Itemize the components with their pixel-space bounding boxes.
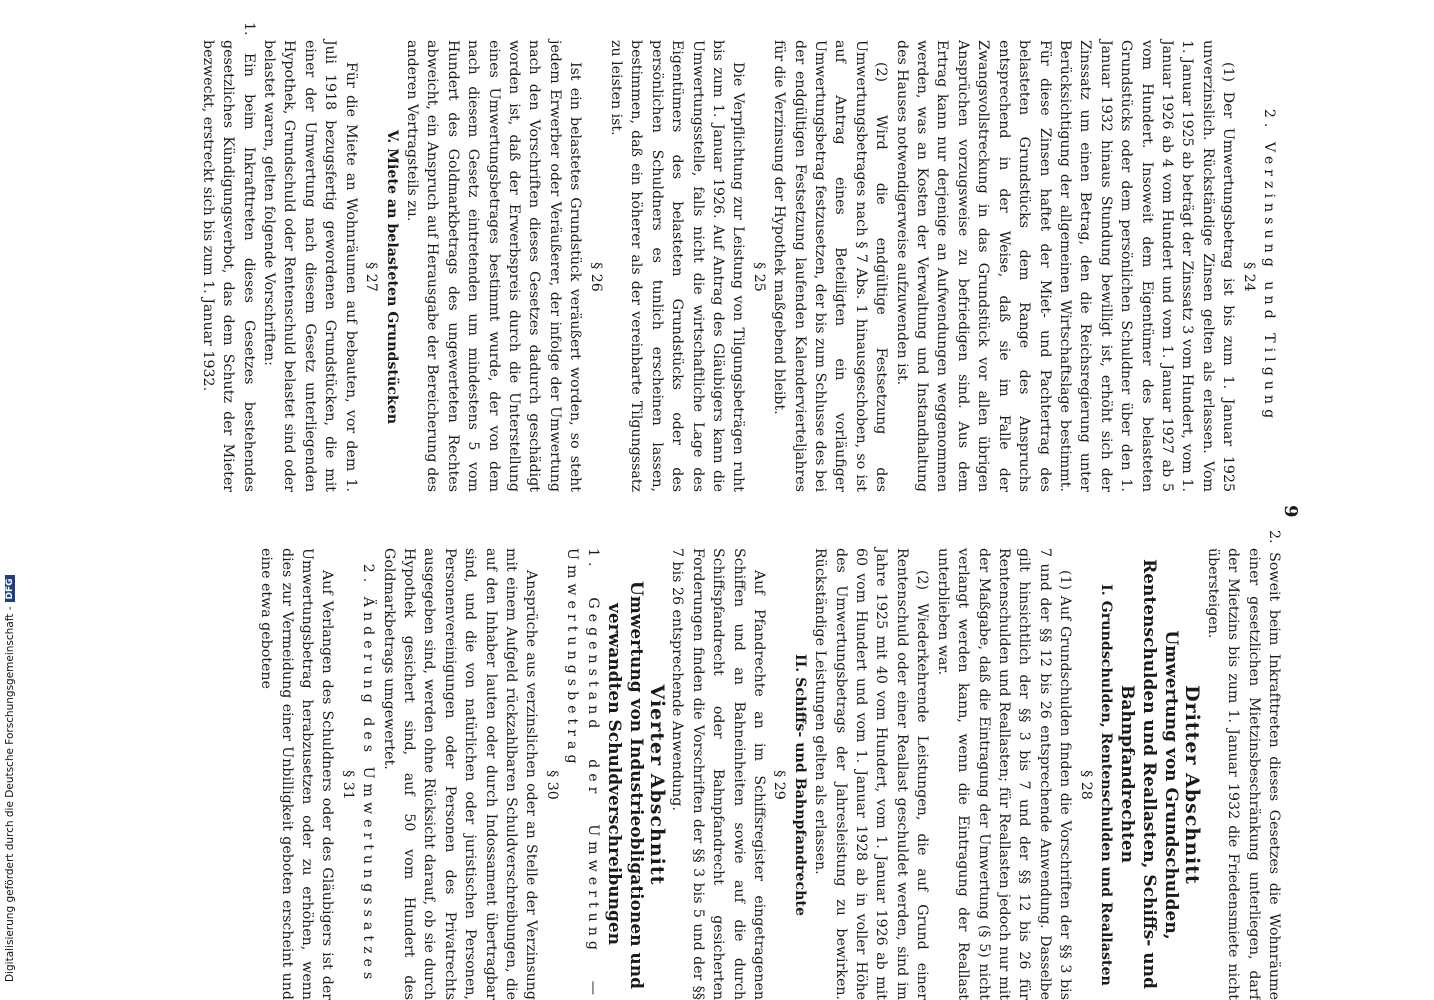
- section-30: § 30: [543, 770, 560, 800]
- abschnitt-4-heading: Vierter Abschnitt: [646, 684, 669, 886]
- section-27-item-1: 1. Ein beim Inkrafttreten dieses Gesetzes bestehendes gesetzliches Kündigungsverbot, das dem Schutz der Mieter bezweckt, erstreckt sich bis zum 1. Januar 1932.: [199, 22, 257, 492]
- section-27-item-2: 2. Soweit beim Inkrafttreten dieses Gesetzes die Wohnräume einer gesetzlichen Mietzinsbeschränkung unterliegen, darf der Mietzins bis zum 1. Januar 1932 die Friedensmiete nicht übersteigen.: [1204, 530, 1282, 1000]
- section-27: § 27: [363, 262, 380, 292]
- section-25-para: Die Verpflichtung zur Leistung von Tilgungsbeträgen ruht bis zum 1. Januar 1926. Auf Antrag des Gläubigers kann die Umwertungsstelle, falls nicht die wirtschaftliche Lage des Eigentümers des belasteten Grundstücks oder des persönlichen Schuldners es tunlich erscheinen lassen, bestimmen, daß ein höherer als der vereinbarte Tilgungssatz zu leisten ist.: [608, 40, 747, 492]
- section-24-para-2: (2) Wird die endgültige Festsetzung des Umwertungsbetrages nach § 7 Abs. 1 hinausgeschoben, so ist auf Antrag eines Beteiligten ein vorläufiger Umwertungsbetrag festzusetzen, der bis zum Schlusse des bei der endgültigen Festsetzung laufenden Kalendervierteljahres für die Verzinsung der Hypothek maßgebend bleibt.: [771, 40, 890, 492]
- section-27-para: Für die Miete an Wohnräumen auf bebauten, vor dem 1. Juli 1918 bezugsfertig gewordenen Grundstücken, die mit einer der Umwertung nach diesem Gesetz unterliegenden Hypothek, Grundschuld oder Rentenschuld belastet sind oder belastet waren, gelten folgende Vorschriften:: [261, 40, 359, 492]
- section-31: § 31: [339, 770, 356, 800]
- page-number: 9: [1280, 505, 1301, 518]
- subheading-grundschulden: I. Grundschulden, Rentenschulden und Reallasten: [1097, 584, 1114, 986]
- abschnitt-3-heading: Dritter Abschnitt: [1181, 685, 1204, 885]
- abschnitt-3-title: Umwertung von Grundschulden, Rentenschulden und Reallasten, Schiffs- und Bahnpfandrechten: [1116, 559, 1181, 989]
- section-26-para: Ist ein belastetes Grundstück veräußert worden, so steht jedem Erwerber oder Veräußerer, der infolge der Umwertung nach den Vorschriften dieses Gesetzes dadurch geschädigt worden ist, daß der Erwerbspreis durch die Unterstellung eines Umwertungsbetrages bestimmt wurde, der von dem nach diesem Gesetz eintretenden um mindestens 5 vom Hundert des Goldmarkbetrags des ungewerteten Rechtes abweicht, ein Anspruch auf Herausgabe der Bereicherung des anderen Vertragsteils zu.: [403, 40, 584, 492]
- section-25: § 25: [750, 262, 767, 292]
- footer-text: Digitalisierung gefördert durch die Deutsche Forschungsgemeinschaft -: [4, 606, 16, 982]
- section-29-para: Auf Pfandrechte an im Schiffsregister eingetragenen Schiffen und an Bahneinheiten sowie auf die durch Schiffspfandrecht oder Bahnpfandrecht gesicherten Forderungen finden die Vorschriften der §§ 3 bis 5 und der §§ 7 bis 26 entsprechende Anwendung.: [669, 548, 768, 1000]
- section-26: § 26: [587, 262, 604, 292]
- abschnitt-4-title: Umwertung von Industrieobligationen und verwandten Schuldverschreibungen: [603, 580, 646, 990]
- heading-miete: V. Miete an belasteten Grundstücken: [383, 129, 400, 425]
- section-31-para: Auf Verlangen des Schuldners oder des Gläubigers ist der Umwertungsbetrag herabzusetzen oder zu erhöhen, wenn dies zur Vermeidung einer Unbilligkeit geboten erscheint und eine etwa gebotene: [258, 548, 336, 1000]
- subheading-gegenstand: 1. Gegenstand der Umwertung — Umwertungsbetrag: [564, 548, 601, 1000]
- digitization-footer: [2, 578, 18, 994]
- right-column: [256, 530, 1284, 1000]
- left-column: [197, 22, 1279, 492]
- section-29: § 29: [771, 770, 788, 800]
- section-28: § 28: [1077, 770, 1094, 800]
- section-24: § 24: [1240, 262, 1257, 292]
- subheading-schiffspfandrechte: II. Schiffs- und Bahnpfandrechte: [791, 654, 808, 916]
- section-28-para-1: (1) Auf Grundschulden finden die Vorschriften der §§ 3 bis 7 und der §§ 12 bis 26 entsprechende Anwendung. Dasselbe gilt hinsichtlich der §§ 3 bis 7 und der §§ 12 bis 26 für Rentenschulden und Reallasten; für Reallasten jedoch nur mit der Maßgabe, daß die Eintragung der Umwertung (§ 5) nicht verlangt werden kann, wenn die Eintragung der Reallast unterblieben war.: [934, 548, 1074, 1000]
- heading-verzinsung: 2. Verzinsung und Tilgung: [1261, 108, 1277, 424]
- subheading-aenderung: 2. Änderung des Umwertungssatzes: [360, 563, 377, 985]
- section-24-para-1: (1) Der Umwertungsbetrag ist bis zum 1. Januar 1925 unverzinslich. Rückständige Zinsen gelten als erlassen. Vom 1. Januar 1925 ab beträgt der Zinssatz 3 vom Hundert, vom 1. Januar 1926 ab 4 vom Hundert und vom 1. Januar 1927 ab 5 vom Hundert. Insoweit dem Eigentümer des belasteten Grundstücks oder dem persönlichen Schuldner über den 1. Januar 1932 hinaus Stundung bewilligt ist, erhöht sich der Zinssatz um einen Betrag, den die Reichsregierung unter Berücksichtigung der allgemeinen Wirtschaftslage bestimmt. Für diese Zinsen haftet der Miet- und Pachtertrag des belasteten Grundstücks dem Range des Anspruchs entsprechend in der Weise, daß sie im Falle der Zwangsvollstreckung in das Grundstück vor allen übrigen Ansprüchen vorzugsweise zu befriedigen sind. Aus dem Ertrag kann nur derjenige an Aufwendungen weggenommen werden, was an Kosten der Verwaltung und Instandhaltung des Hauses notwendigerweise aufzuwenden ist.: [893, 40, 1237, 492]
- section-30-para: Ansprüche aus verzinslichen oder an Stelle der Verzinsung mit einem Aufgeld rückzahlbaren Schuldverschreibungen, die auf den Inhaber lauten oder durch Indossament übertragbar sind, und die von natürlichen oder juristischen Personen, Personenvereinigungen oder Personen des Privatrechts ausgegeben sind, werden ohne Rücksicht darauf, ob sie durch Hypothek gesichert sind, auf 50 vom Hundert des Goldmarkbetrags umgewertet.: [380, 548, 540, 1000]
- dfg-logo: DFG: [5, 575, 15, 602]
- section-28-para-2: (2) Wiederkehrende Leistungen, die auf Grund einer Rentenschuld oder einer Reallast geschuldet werden, sind im Jahre 1925 mit 40 vom Hundert, vom 1. Januar 1926 ab mit 60 vom Hundert und vom 1. Januar 1928 ab in voller Höhe des Umwertungsbetrags der Jahresleistung zu bewirken. Rückständige Leistungen gelten als erlassen.: [812, 548, 931, 1000]
